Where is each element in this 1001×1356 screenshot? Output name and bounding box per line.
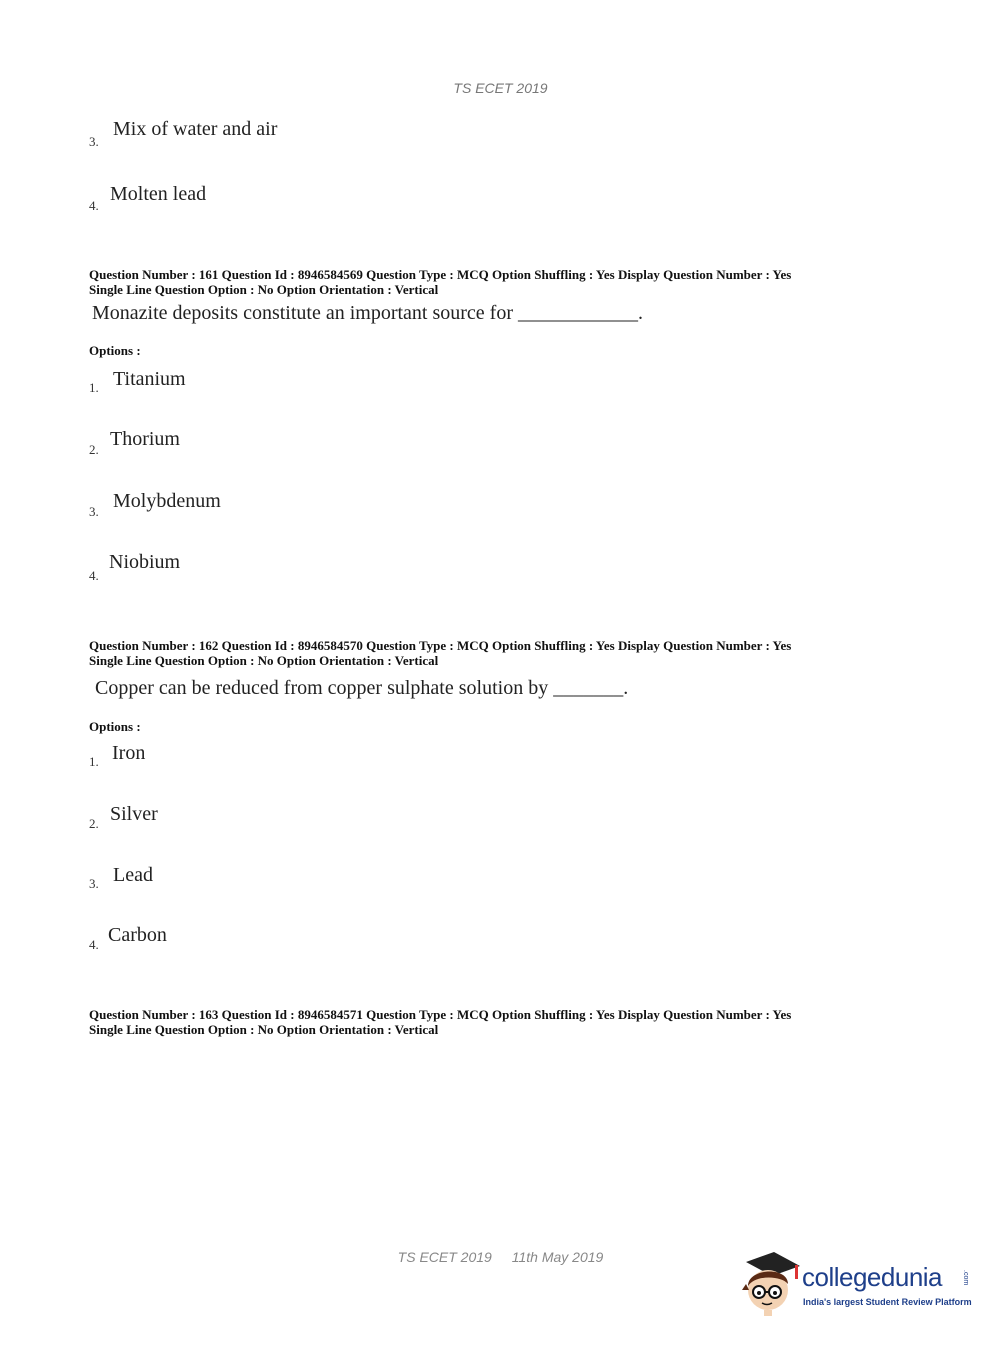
question-text: Monazite deposits constitute an important source for ____________. bbox=[92, 302, 644, 324]
question-meta-line: Single Line Question Option : No Option Orientation : Vertical bbox=[89, 653, 439, 668]
option-text: Mix of water and air bbox=[113, 118, 278, 140]
option-text: Iron bbox=[112, 742, 146, 764]
question-meta bbox=[89, 1007, 919, 1037]
options-label: Options : bbox=[89, 343, 141, 358]
question-meta-line: Single Line Question Option : No Option Orientation : Vertical bbox=[89, 282, 439, 297]
option-text: Molten lead bbox=[110, 183, 207, 205]
option-number: 4. bbox=[89, 937, 99, 952]
option-number: 1. bbox=[89, 754, 99, 769]
logo-tagline: India's largest Student Review Platform bbox=[803, 1297, 972, 1307]
option-text: Silver bbox=[110, 803, 158, 825]
question-text: Copper can be reduced from copper sulphate solution by _______. bbox=[95, 677, 629, 699]
question-meta-line: Question Number : 162 Question Id : 8946584570 Question Type : MCQ Option Shuffling : Yes Display Question Number : Yes bbox=[89, 638, 792, 653]
option-text: Titanium bbox=[113, 368, 186, 390]
option-number: 4. bbox=[89, 568, 99, 583]
question-meta bbox=[89, 267, 919, 297]
option-number: 3. bbox=[89, 134, 99, 149]
option-text: Molybdenum bbox=[113, 490, 221, 512]
option-number: 1. bbox=[89, 380, 99, 395]
option-text: Carbon bbox=[108, 924, 167, 946]
page-header: TS ECET 2019 bbox=[453, 80, 548, 96]
question-meta-line: Question Number : 161 Question Id : 8946584569 Question Type : MCQ Option Shuffling : Yes Display Question Number : Yes bbox=[89, 267, 792, 282]
options-label: Options : bbox=[89, 719, 141, 734]
question-meta-line: Single Line Question Option : No Option Orientation : Vertical bbox=[89, 1022, 439, 1037]
footer-exam: TS ECET 2019 bbox=[397, 1249, 492, 1265]
footer-date: 11th May 2019 bbox=[511, 1249, 604, 1265]
option-number: 3. bbox=[89, 876, 99, 891]
option-number: 3. bbox=[89, 504, 99, 519]
option-text: Niobium bbox=[109, 551, 181, 573]
option-text: Lead bbox=[113, 864, 153, 886]
option-number: 2. bbox=[89, 442, 99, 457]
question-meta-line: Question Number : 163 Question Id : 8946584571 Question Type : MCQ Option Shuffling : Yes Display Question Number : Yes bbox=[89, 1007, 792, 1022]
option-number: 2. bbox=[89, 816, 99, 831]
question-meta bbox=[89, 638, 919, 668]
collegedunia-logo bbox=[740, 1248, 970, 1320]
logo-suffix: .com bbox=[962, 1270, 969, 1286]
option-number: 4. bbox=[89, 198, 99, 213]
logo-brand: collegedunia bbox=[802, 1262, 943, 1292]
option-text: Thorium bbox=[110, 428, 180, 450]
mascot-graduate-icon bbox=[740, 1248, 804, 1320]
